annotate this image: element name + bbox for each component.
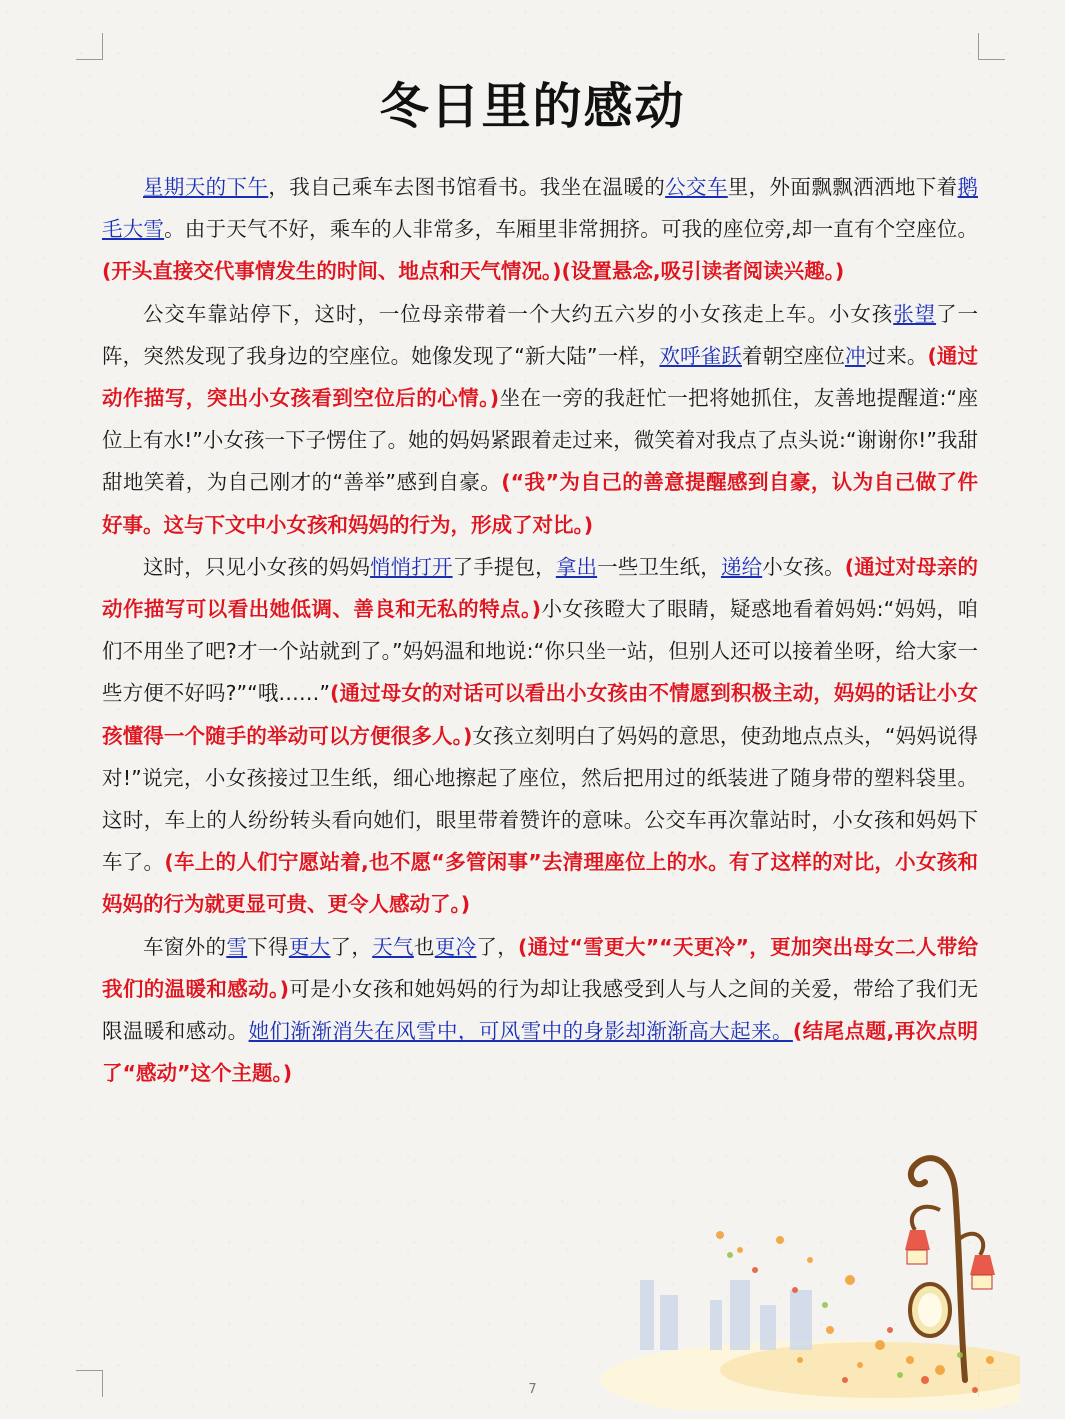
annotation-note: (通过母女的对话可以看出小女孩由不情愿到积极主动，妈妈的话让小女孩懂得一个随手的举动可以方便很多人。) [102, 681, 978, 748]
annotation-note: (通过对母亲的动作描写可以看出她低调、善良和无私的特点。) [102, 554, 978, 622]
paragraph-4 [102, 926, 978, 1095]
underlined-phrase[interactable]: 更大 [288, 934, 331, 959]
body-text: 。由于天气不好，乘车的人非常多，车厢里非常拥挤。可我的座位旁,却一直有个空座位。 [164, 217, 979, 242]
body-text: 一些卫生纸， [597, 554, 721, 579]
underlined-phrase[interactable]: 公交车 [665, 175, 728, 199]
underlined-phrase[interactable]: 鹅毛大雪 [102, 175, 979, 242]
underlined-phrase[interactable]: 张望 [893, 301, 937, 326]
body-text: ，我自己乘车去图书馆看书。我坐在温暖的 [268, 175, 666, 199]
body-text: 了一阵，突然发现了我身边的空座位。她像发现了“新大陆”一样， [102, 301, 979, 368]
body-text: 车窗外的 [143, 934, 227, 959]
body-text: 里，外面飘飘洒洒地下着 [727, 175, 958, 199]
body-text: 小女孩瞪大了眼睛，疑惑地看着妈妈:“妈妈，咱们不用坐了吧?才一个站就到了。”妈妈温和地说:“你只坐一站，但别人还可以接着坐呀，给大家一些方便不好吗?”“哦……” [102, 597, 978, 706]
crop-mark-top-right [978, 33, 1005, 60]
underlined-phrase[interactable]: 冲 [844, 343, 866, 368]
underlined-phrase[interactable]: 拿出 [555, 554, 598, 579]
underlined-phrase[interactable]: 星期天的下午 [143, 175, 269, 199]
page-title: 冬日里的感动 [379, 78, 686, 135]
underlined-phrase[interactable]: 更冷 [434, 934, 477, 959]
underlined-phrase[interactable]: 悄悄打开 [370, 554, 453, 579]
underlined-phrase[interactable]: 她们渐渐消失在风雪中，可风雪中的身影却渐渐高大起来。 [248, 1019, 793, 1044]
body-text: 女孩立刻明白了妈妈的意思，使劲地点点头，“妈妈说得对!”说完，小女孩接过卫生纸，细心地擦起了座位，然后把用过的纸装进了随身带的塑料袋里。这时，车上的人纷纷转头看向她们，眼里带着赞许的意味。公交车再次靠站时，小女孩和妈妈下车了。 [102, 723, 978, 875]
annotation-note: (通过动作描写，突出小女孩看到空位后的心情。) [102, 343, 979, 411]
annotation-note: (“我”为自己的善意提醒感到自豪，认为自己做了件好事。这与下文中小女孩和妈妈的行为，形成了对比。) [102, 470, 978, 537]
body-text: 公交车靠站停下，这时，一位母亲带着一个大约五六岁的小女孩走上车。小女孩 [143, 301, 894, 326]
annotation-note: (开头直接交代事情发生的时间、地点和天气情况。)(设置悬念,吸引读者阅读兴趣。) [102, 259, 845, 284]
paragraph-1 [102, 166, 978, 293]
body-text: 这时，只见小女孩的妈妈 [143, 554, 371, 579]
body-text: 了， [330, 934, 373, 959]
street-lamp-illustration [580, 1130, 1020, 1410]
crop-mark-top-left [76, 33, 103, 60]
body-text: 可是小女孩和她妈妈的行为却让我感受到人与人之间的关爱，带给了我们无限温暖和感动。 [102, 976, 979, 1044]
underlined-phrase[interactable]: 雪 [226, 934, 248, 959]
body-text: 着朝空座位 [741, 343, 845, 368]
annotation-note: (通过“雪更大”“天更冷”，更加突出母女二人带给我们的温暖和感动。) [102, 934, 979, 1001]
body-text: 坐在一旁的我赶忙一把将她抓住，友善地提醒道:“座位上有水!”小女孩一下子愣住了。她的妈妈紧跟着走过来，微笑着对我点了点头说:“谢谢你!”我甜甜地笑着，为自己刚才的“善举”感到自豪。 [102, 386, 979, 495]
annotation-note: (车上的人们宁愿站着,也不愿“多管闲事”去清理座位上的水。有了这样的对比，小女孩和妈妈的行为就更显可贵、更令人感动了。) [102, 850, 979, 917]
body-text: 了， [476, 934, 519, 959]
body-text: 下得 [247, 934, 289, 959]
body-text: 了手提包， [452, 554, 556, 579]
underlined-phrase[interactable]: 欢呼雀跃 [659, 343, 742, 368]
body-text: 小女孩。 [762, 554, 845, 579]
essay-body [102, 166, 978, 1094]
page-number: 7 [528, 1382, 537, 1397]
paragraph-2 [102, 293, 978, 546]
body-text: 也 [413, 934, 435, 959]
annotation-note: (结尾点题,再次点明了“感动”这个主题。) [102, 1019, 979, 1086]
underlined-phrase[interactable]: 递给 [720, 554, 763, 579]
paragraph-3 [102, 546, 978, 926]
underlined-phrase[interactable]: 天气 [372, 934, 414, 959]
body-text: 过来。 [865, 343, 928, 368]
